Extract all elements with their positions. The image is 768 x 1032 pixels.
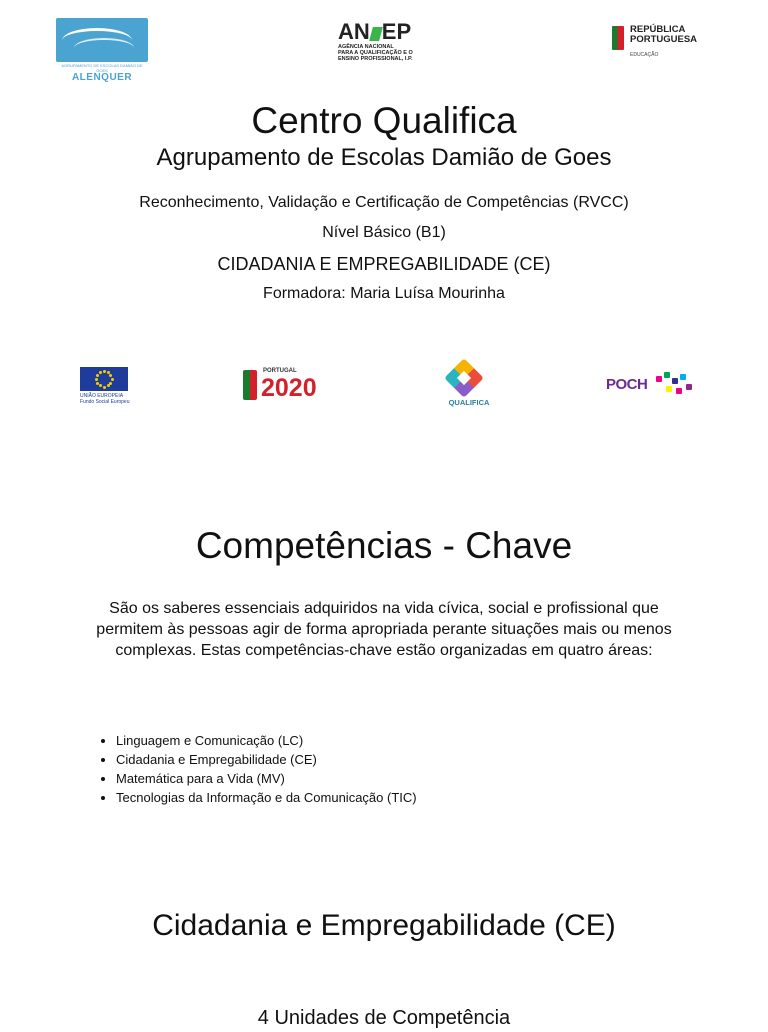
list-item: • Linguagem e Comunicação (LC) (116, 731, 417, 750)
portugal-2020-logo (243, 368, 325, 404)
anqep-sub-3: ENSINO PROFISSIONAL, I.P. (338, 56, 413, 62)
poch-dot-icon (664, 372, 670, 378)
page-subtitle: Agrupamento de Escolas Damião de Goes (156, 144, 612, 171)
units-heading: 4 Unidades de Competência (257, 1007, 511, 1029)
eu-star-icon (96, 382, 99, 385)
anqep-check-icon (369, 27, 383, 41)
rvcc-line: Reconhecimento, Validação e Certificação de Competências (RVCC) (139, 194, 629, 211)
list-item: • Matemática para a Vida (MV) (116, 769, 417, 788)
eu-logo (80, 367, 136, 407)
eu-star-icon (103, 370, 106, 373)
anqep-logo (338, 20, 442, 72)
anqep-wordmark: AN EP (338, 19, 412, 44)
eu-star-icon (99, 384, 102, 387)
republica-sub: EDUCAÇÃO (630, 52, 659, 58)
school-logo-icon (56, 18, 148, 62)
ce-section-title: Cidadania e Empregabilidade (CE) (152, 909, 616, 942)
area-line: CIDADANIA E EMPREGABILIDADE (CE) (217, 254, 551, 274)
school-logo-text: ALENQUER (71, 72, 133, 83)
competencias-title: Competências - Chave (195, 525, 573, 566)
page-title: Centro Qualifica (251, 100, 517, 141)
level-line: Nível Básico (B1) (322, 224, 446, 241)
school-logo-small-text: AGRUPAMENTO DE ESCOLAS DAMIÃO DE GOES (61, 63, 143, 73)
eu-star-icon (109, 374, 112, 377)
trainer-line: Formadora: Maria Luísa Mourinha (263, 285, 505, 302)
school-logo (56, 18, 148, 83)
poch-logo (606, 370, 698, 404)
poch-dot-icon (672, 378, 678, 384)
poch-text: POCH (606, 376, 648, 393)
portugal-2020-mark-icon (243, 370, 257, 400)
list-item: • Tecnologias da Informação e da Comunicação (TIC) (116, 788, 417, 807)
poch-dot-icon (676, 388, 682, 394)
eu-star-icon (111, 378, 114, 381)
eu-text-1: UNIÃO EUROPEIA (80, 393, 124, 399)
competencias-areas-list (98, 731, 417, 807)
eu-star-icon (109, 382, 112, 385)
competencias-description: São os saberes essenciais adquiridos na vida cívica, social e profissional que permitem às pessoas agir de forma apropriada perante situações mais ou menos complexas. Estas competências-chave estão organizadas em quatro áreas: (96, 600, 672, 659)
poch-dot-icon (686, 384, 692, 390)
poch-dot-icon (666, 386, 672, 392)
poch-dot-icon (656, 376, 662, 382)
republica-portuguesa-logo (612, 22, 708, 62)
anqep-sub-1: AGÊNCIA NACIONAL (338, 44, 394, 50)
eu-flag-icon (80, 367, 128, 391)
portugal-2020-number: 2020 (261, 374, 317, 402)
list-item: • Cidadania e Empregabilidade (CE) (116, 750, 417, 769)
eu-star-icon (107, 384, 110, 387)
eu-star-icon (96, 374, 99, 377)
eu-star-icon (95, 378, 98, 381)
qualifica-text: QUALIFICA (448, 398, 490, 407)
poch-dot-icon (680, 374, 686, 380)
republica-text: REPÚBLICA PORTUGUESA (630, 24, 698, 45)
portugal-2020-small: PORTUGAL (263, 368, 297, 374)
eu-star-icon (103, 386, 106, 389)
portugal-flag-icon (612, 26, 624, 50)
anqep-sub-2: PARA A QUALIFICAÇÃO E O (338, 50, 413, 56)
eu-star-icon (99, 371, 102, 374)
qualifica-logo (440, 362, 496, 408)
eu-text-2: Fundo Social Europeu (80, 399, 130, 405)
